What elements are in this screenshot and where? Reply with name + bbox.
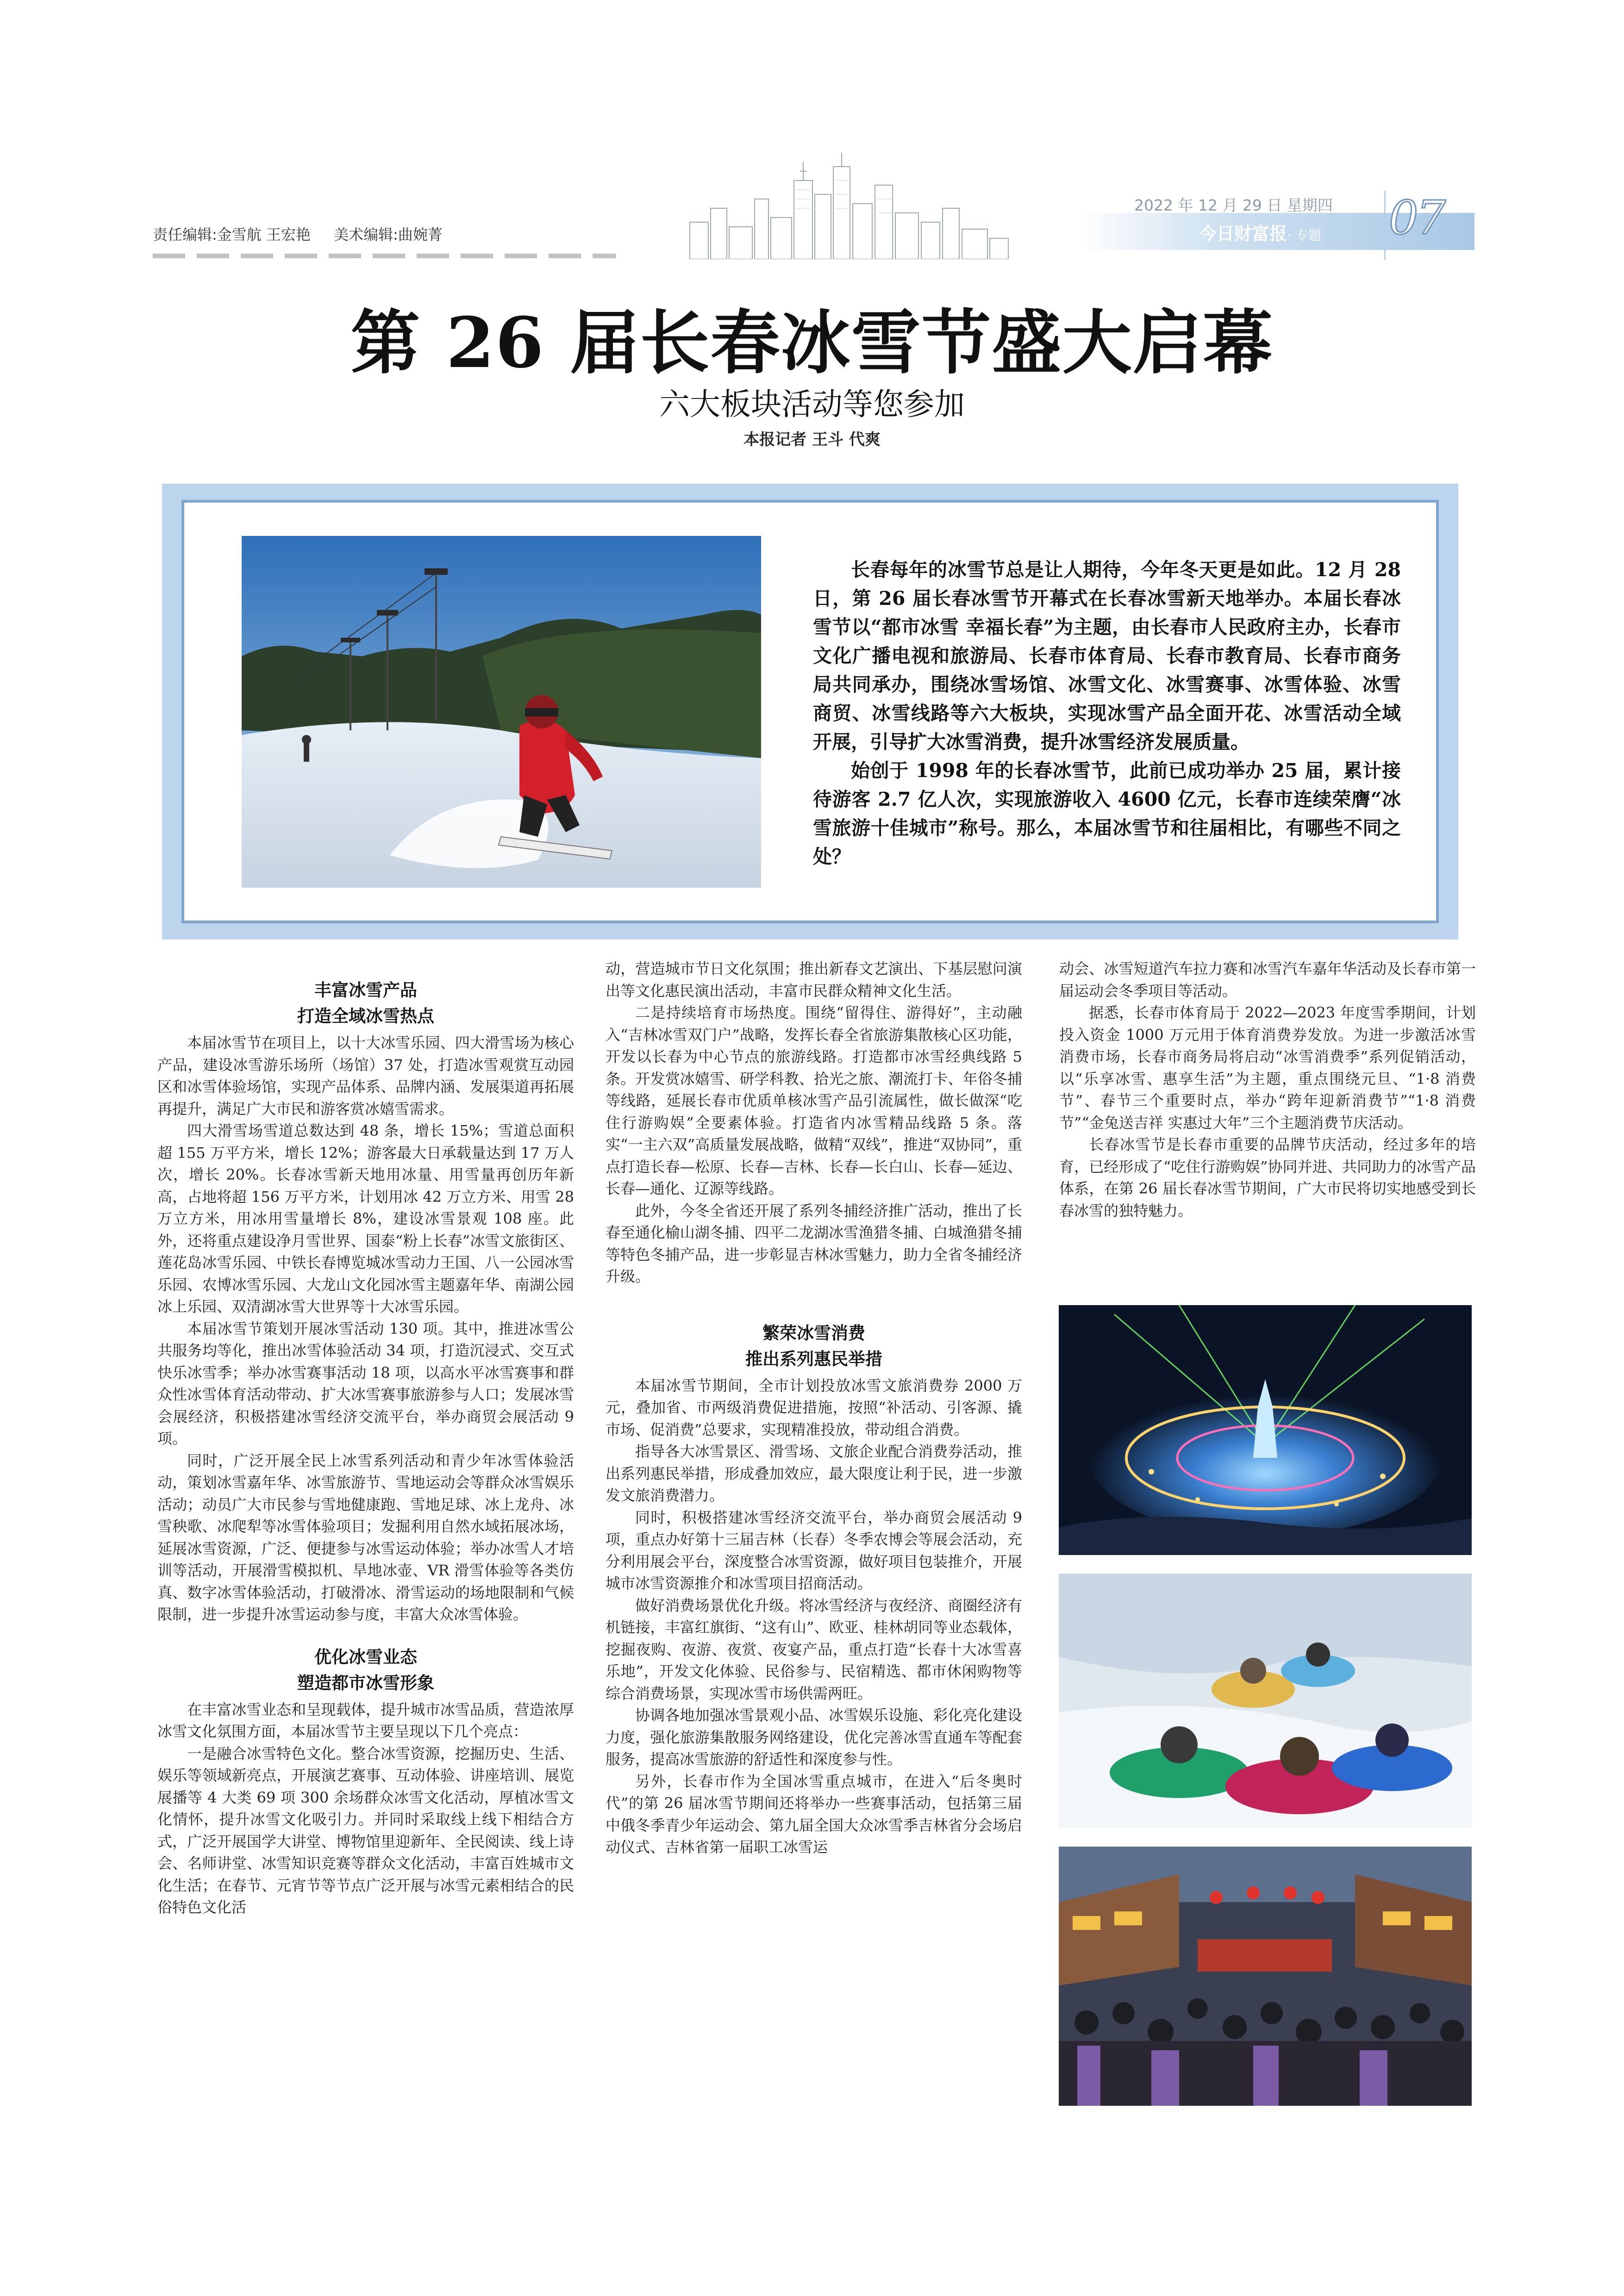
body-paragraph: 此外，今冬全省还开展了系列冬捕经济推广活动，推出了长春至通化榆山湖冬捕、四平二龙湖冰雪渔猎冬捕、白城渔猎冬捕等特色冬捕产品，进一步彰显吉林冰雪魅力，助力全省冬捕经济升级。	[606, 1201, 1022, 1285]
byline: 本报记者 王斗 代爽	[743, 430, 881, 449]
section-heading-line: 塑造都市冰雪形象	[297, 1673, 434, 1693]
city-skyline-illustration	[681, 153, 1014, 259]
column-2	[606, 958, 1022, 1859]
body-paragraph: 长春冰雪节是长春市重要的品牌节庆活动，经过多年的培育，已经形成了“吃住行游购娱”协同并进、共同助力的冰雪产品体系，在第 26 届长春冰雪节期间，广大市民将切实地感受到长春冰雪的独特魅力。	[1059, 1136, 1476, 1220]
responsible-editors: 责任编辑:金雪航 王宏艳	[153, 226, 311, 243]
headline: 第 26 届长春冰雪节盛大启幕	[350, 302, 1274, 384]
column-1	[157, 977, 574, 1919]
page-number-divider	[1384, 191, 1386, 260]
body-paragraph: 另外，长春市作为全国冰雪重点城市，在进入“后冬奥时代”的第 26 届冰雪节期间还将举办一些赛事活动，包括第三届中俄冬季青少年运动会、第九届全国大众冰雪季吉林省分会场启动仪式、吉林省第一届职工冰雪运	[606, 1772, 1022, 1856]
body-paragraph: 二是持续培育市场热度。围绕“留得住、游得好”，主动融入“吉林冰雪双门户”战略，发挥长春全省旅游集散核心区功能，开发以长春为中心节点的旅游线路。打造都市冰雪经典线路 5 条。开发赏冰嬉雪、研学科教、拾光之旅、潮流打卡、年俗冬捕等线路，延展长春市优质单核冰雪产品引流属性，做长做深“吃住行游购娱”全要素体验。打造省内冰雪精品线路 5 条。落实“一主六双”高质量发展战略，做精“双线”，推进“双协同”，重点打造长春—松原、长春—吉林、长春—长白山、长春—延边、长春—通化、辽源等线路。	[606, 1004, 1022, 1197]
page-number: 07	[1389, 191, 1444, 245]
body-paragraph: 做好消费场景优化升级。将冰雪经济与夜经济、商圈经济有机链接，丰富红旗街、“这有山”、欧亚、桂林胡同等业态载体，挖掘夜购、夜游、夜赏、夜宴产品，重点打造“长春十大冰雪喜乐地”，开发文化体验、民俗参与、民宿精选、都市休闲购物等综合消费场景，实现冰雪市场供需两旺。	[606, 1596, 1022, 1702]
body-paragraph: 协调各地加强冰雪景观小品、冰雪娱乐设施、彩化亮化建设力度，强化旅游集散服务网络建设，优化完善冰雪直通车等配套服务，提高冰雪旅游的舒适性和深度参与性。	[606, 1706, 1022, 1768]
lead-paragraph: 长春每年的冰雪节总是让人期待，今年冬天更是如此。12 月 28 日，第 26 届长春冰雪节开幕式在长春冰雪新天地举办。本届长春冰雪节以“都市冰雪 幸福长春”为主题，由长春市人民政府主办，长春市文化广播电视和旅游局、长春市体育局、长春市教育局、长春市商务局共同承办，围绕冰雪场馆、冰雪文化、冰雪赛事、冰雪体验、冰雪商贸、冰雪线路等六大板块，实现冰雪产品全面开花、冰雪活动全域开展，引导扩大冰雪消费，提升冰雪经济发展质量。	[813, 559, 1401, 753]
body-paragraph: 在丰富冰雪业态和呈现载体，提升城市冰雪品质，营造浓厚冰雪文化氛围方面，本届冰雪节主要呈现以下几个亮点：	[157, 1700, 574, 1740]
ski-slope-photo	[242, 536, 761, 888]
body-paragraph: 动会、冰雪短道汽车拉力赛和冰雪汽车嘉年华活动及长春市第一届运动会冬季项目等活动。	[1059, 960, 1476, 1000]
body-paragraph: 本届冰雪节策划开展冰雪活动 130 项。其中，推进冰雪公共服务均等化，推出冰雪体验活动 34 项，打造沉浸式、交互式快乐冰雪季；举办冰雪赛事活动 18 项，以高水平冰雪赛事和群众性冰雪体育活动带动、扩大冰雪赛事旅游参与人口；发展冰雪会展经济，积极搭建冰雪经济交流平台，举办商贸会展活动 9 项。	[157, 1319, 574, 1447]
section-heading-line: 丰富冰雪产品	[314, 980, 417, 1000]
section-heading	[157, 1644, 574, 1696]
section-heading-line: 推出系列惠民举措	[745, 1349, 882, 1369]
header-divider	[153, 254, 616, 258]
art-editor: 美术编辑:曲婉菁	[334, 226, 443, 243]
subheadline: 六大板块活动等您参加	[659, 386, 965, 422]
body-paragraph: 动，营造城市节日文化氛围；推出新春文艺演出、下基层慰问演出等文化惠民演出活动，丰富市民群众精神文化生活。	[606, 960, 1022, 1000]
section-heading	[157, 977, 574, 1029]
column-3	[1059, 958, 1476, 1222]
section-label: · 专题	[1287, 228, 1321, 243]
brand-name: 今日财富报	[1199, 224, 1287, 244]
section-heading-line: 优化冰雪业态	[314, 1647, 417, 1667]
body-paragraph: 四大滑雪场雪道总数达到 48 条，增长 15%；雪道总面积超 155 万平方米，增长 12%；游客最大日承载量达到 17 万人次，增长 20%。长春冰雪新天地用冰量、用雪量再创历年新高，占地将超 156 万平方米，计划用冰 42 万立方米、用雪 28 万立方米，用冰用雪量增长 8%，建设冰雪景观 108 座。此外，还将重点建设净月雪世界、国泰“粉上长春”冰雪文旅街区、莲花岛冰雪乐园、中铁长春博览城冰雪动力王国、八一公园冰雪乐园、农博冰雪乐园、大龙山文化园冰雪主题嘉年华、南湖公园冰上乐园、双清湖冰雪大世界等十大冰雪乐园。	[157, 1122, 574, 1315]
body-paragraph: 本届冰雪节期间，全市计划投放冰雪文旅消费券 2000 万元，叠加省、市两级消费促进措施，按照“补活动、引客源、撬市场、促消费”总要求，实现精准投放，带动组合消费。	[606, 1376, 1022, 1438]
body-paragraph: 同时，广泛开展全民上冰雪系列活动和青少年冰雪体验活动，策划冰雪嘉年华、冰雪旅游节、雪地运动会等群众冰雪娱乐活动；动员广大市民参与雪地健康跑、雪地足球、冰上龙舟、冰雪秧歌、冰爬犁等冰雪体验项目；发掘利用自然水域拓展冰场，延展冰雪资源，广泛、便捷参与冰雪运动体验；举办冰雪人才培训等活动，开展滑雪模拟机、旱地冰壶、VR 滑雪体验等各类仿真、数字冰雪体验活动，打破滑冰、滑雪运动的场地限制和气候限制，进一步提升冰雪运动参与度，丰富大众冰雪体验。	[157, 1451, 574, 1623]
body-paragraph: 指导各大冰雪景区、滑雪场、文旅企业配合消费券活动，推出系列惠民举措，形成叠加效应，最大限度让利于民，进一步激发文旅消费潜力。	[606, 1443, 1022, 1504]
body-paragraph: 同时，积极搭建冰雪经济交流平台，举办商贸会展活动 9 项，重点办好第十三届吉林（长春）冬季农博会等展会活动，充分利用展会平台，深度整合冰雪资源，做好项目包装推介，开展城市冰雪资源推介和冰雪项目招商活动。	[606, 1508, 1022, 1592]
section-heading-line: 繁荣冰雪消费	[762, 1323, 865, 1343]
editor-credits	[153, 223, 461, 244]
section-heading-line: 打造全域冰雪热点	[297, 1006, 434, 1026]
lead-text	[813, 555, 1401, 871]
body-paragraph: 一是融合冰雪特色文化。整合冰雪资源，挖掘历史、生活、娱乐等领域新亮点，开展演艺赛事、互动体验、讲座培训、展览展播等 4 大类 69 项 300 余场群众冰雪文化活动，厚植冰雪文化情怀，提升冰雪文化吸引力。并同时采取线上线下相结合方式，广泛开展国学大讲堂、博物馆里迎新年、全民阅读、线上诗会、名师讲堂、冰雪知识竞赛等群众文化活动，丰富百姓城市文化生活；在春节、元宵节等节点广泛开展与冰雪元素相结合的民俗特色文化活	[157, 1744, 574, 1916]
street-crowd-photo	[1059, 1847, 1472, 2106]
lead-paragraph: 始创于 1998 年的长春冰雪节，此前已成功举办 25 届，累计接待游客 2.7 亿人次，实现旅游收入 4600 亿元，长春市连续荣膺“冰雪旅游十佳城市”称号。那么，本届冰雪节和往届相比，有哪些不同之处？	[813, 759, 1401, 868]
body-paragraph: 本届冰雪节在项目上，以十大冰雪乐园、四大滑雪场为核心产品，建设冰雪游乐场所（场馆）37 处，打造冰雪观赏互动园区和冰雪体验场馆，实现产品体系、品牌内涵、发展渠道再拓展再提升，满足广大市民和游客赏冰嬉雪需求。	[157, 1034, 574, 1118]
issue-date: 2022 年 12 月 29 日 星期四	[1134, 196, 1333, 214]
night-ice-festival-photo	[1059, 1305, 1472, 1555]
body-paragraph: 据悉，长春市体育局于 2022—2023 年度雪季期间，计划投入资金 1000 万元用于体育消费券发放。为进一步激活冰雪消费市场，长春市商务局将启动“冰雪消费季”系列促销活动，以“乐享冰雪、惠享生活”为主题，重点围绕元旦、“1·8 消费节”、春节三个重要时点，举办“跨年迎新消费节”“1·8 消费节”“金兔送吉祥 实惠过大年”三个主题消费节庆活动。	[1059, 1004, 1476, 1132]
snow-tubing-photo	[1059, 1574, 1472, 1828]
section-heading	[606, 1320, 1022, 1372]
newspaper-brand	[1199, 219, 1321, 245]
